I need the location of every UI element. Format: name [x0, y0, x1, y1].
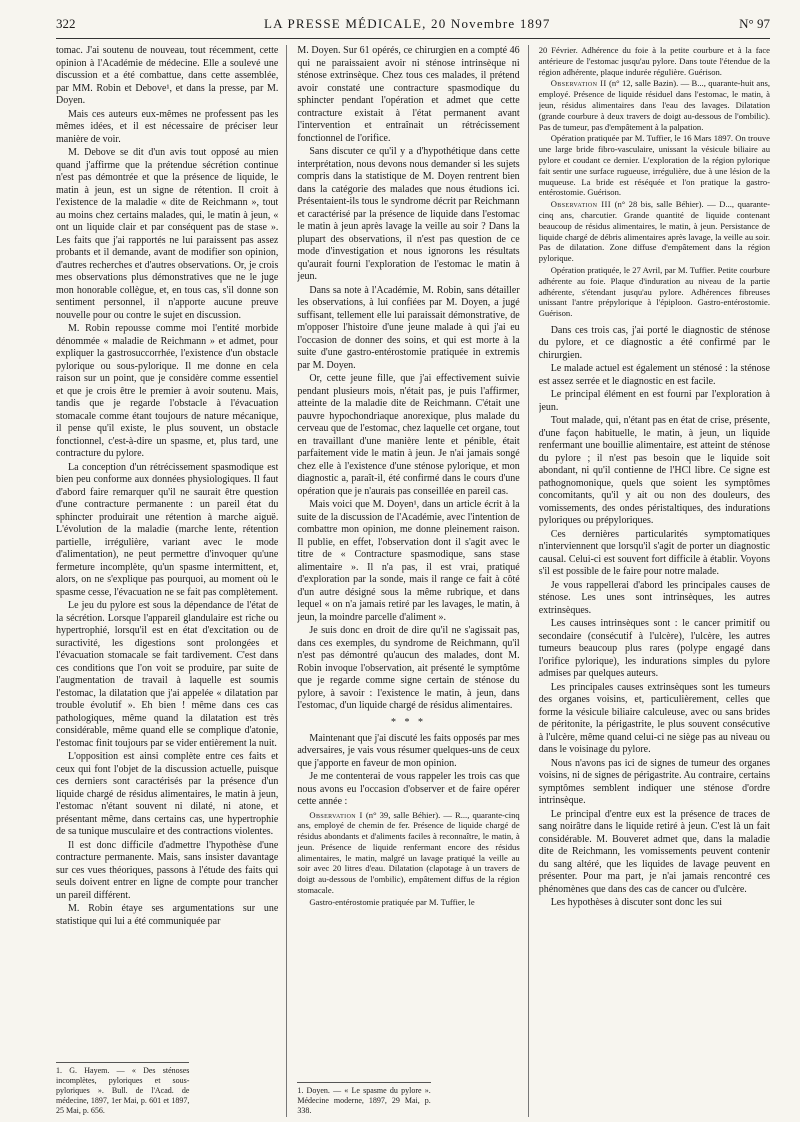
observation-title: Observation III — [550, 199, 612, 210]
section-separator: * * * — [391, 716, 427, 728]
paragraph-text: (n° 12, salle Bazin). — B..., quarante-huit ans, employé. Présence de liquide résiduel dans l'estomac, le matin, à jeun, résidus alimentaires dans l'eau des lavages. Dilatation (grande courbure à deux travers de doigt au-dessous de l'ombilic). Pas de tumeur, pas d'empâtement à la palpation. — [538, 78, 770, 132]
paragraph — [539, 389, 770, 414]
paragraph-text: Le principal d'entre eux est la présence de traces de sang noirâtre dans le liquide retiré à jeun. C'est là un fait considérable. M. Bouveret admet que, dans la maladie dite de Reichmann, les vomissements peuvent contenir du sang altéré, que les liquides de lavage peuvent en présenter. Pour ma part, je n'ai jamais rencontré ces phénomènes que dans des cas de cancer ou d'ulcère. — [538, 808, 770, 895]
paragraph-text: tomac. J'ai soutenu de nouveau, tout récemment, cette opinion à l'Académie de médecine. Elle a soulevé une discussion et a été combattue, dans cette assemblée, par MM. Robin et Debove¹, et dans la presse, par M. Doyen. — [56, 45, 279, 106]
journal-title: LA PRESSE MÉDICALE, 20 Novembre 1897 — [264, 16, 551, 31]
paragraph — [539, 618, 770, 681]
observation-title: Observation I — [309, 809, 363, 820]
paragraph-text: M. Robin repousse comme moi l'entité morbide dénommée « maladie de Reichmann » et admet, pour expliquer la gastrosuccorrhée, l'existence d'un obstacle pylorique ou sous-pylorique. Il me donne en cela raison sur un point, que je considère comme essentiel et que je crois être le premier à avoir soutenu. Mais, tandis que je regarde l'obstacle à l'évacuation stomacale comme étant toujours de nature mécanique, il pense qu'il existe, le plus souvent, un obstacle fonctionnel, c'est-à-dire un spasme, et, plus tard, une contracture du pylore. — [56, 323, 279, 459]
column-2 — [297, 45, 528, 1117]
paragraph-text: (n° 39, salle Béhier). — R..., quarante-cinq ans, employé de chemin de fer. Présence de liquide chargé de résidus abondants et d'aliments faciles à reconnaître, le matin, à jeun. Présence de liquide renfermant encore des résidus alimentaires, le matin, malgré un lavage pratiqué la veille au soir avec 20 litres d'eau. Dilatation (clapotage à un travers de doigt au-dessous de l'ombilic), empâtement diffus de la région stomacale. — [297, 809, 520, 896]
paragraph — [56, 323, 278, 461]
paragraph — [56, 147, 278, 322]
paragraph-text: Les principales causes extrinsèques sont les tumeurs des organes voisins, et, particulièrement, celles que forme la vésicule biliaire calculeuse, avec ou sans brides de péritonite, la périgastrite, le plus souvent consécutive à l'ulcère, même quand celui-ci ne siège pas au niveau ou dans le voisinage du pylore. — [538, 681, 770, 756]
paragraph — [297, 625, 519, 713]
column-body — [297, 45, 519, 1078]
observation-title: Observation II — [550, 78, 607, 89]
paragraph-text: (n° 28 bis, salle Béhier). — D..., quarante-cinq ans, charcutier. Grande quantité de liquide contenant beaucoup de résidus alimentaires, le matin, à jeun. Persistance de liquide chargé de débris alimentaires après lavage, la veille au soir. Pas de dilatation. Zone diffuse d'empâtement dans la région pylorique. — [538, 199, 770, 264]
footnote: 1. Doyen. — « Le spasme du pylore ». Médecine moderne, 1897, 29 Mai, p. 338. — [297, 1086, 431, 1115]
paragraph — [539, 45, 770, 77]
column-body — [539, 45, 770, 1117]
paragraph-text: Opération pratiquée par M. Tuffier, le 16 Mars 1897. On trouve une large bride fibro-vasculaire, unissant la vésicule biliaire au pylore et coudant ce dernier. L'exploration de la région pylorique fait sentir une surface rugueuse, irrégulière, due à une lésion de la muqueuse. La bride est réséquée et l'on pratique la gastro-entérostomie. Guérison. — [538, 133, 770, 198]
footnote: 1. G. Hayem. — « Des sténoses incomplètes, pyloriques et sous-pyloriques ». Bull. de l'Acad. de médecine, 1897, 1er Mai, p. 601 et 1897, 25 Mai, p. 656. — [56, 1066, 190, 1115]
paragraph-text: M. Debove se dit d'un avis tout opposé au mien quand j'affirme que la prétendue sécrétion continue n'est pas démontrée et que la présence de liquide, le matin à jeun, est un signe de rétention. Il croit à l'existence de la maladie « dite de Reichmann », tout au moins chez certains malades, qui, le matin à jeun, « ont un liquide clair et par conséquent pas de stase ». Les faits que j'ai rapportés ne lui paraissent pas assez probants et il demande, avant de modifier son opinion, d'autres recherches et d'autres observations. Or, je crois mes observations plus démonstratives que ne le juge mon honorable collègue, et, en tous cas, s'il donne son sentiment personnel, il n'apporte aucune preuve nouvelle pour ou contre le sujet en discussion. — [56, 147, 279, 321]
paragraph — [539, 363, 770, 388]
paragraph-text: Je suis donc en droit de dire qu'il ne s'agissait pas, dans ces exemples, du syndrome de Reichmann, qu'il n'est pas démontré qu'aucun des malades, dont M. Robin invoque l'observation, ait présenté le symptôme que je regarde comme signe certain de sténose du pylore, à savoir : l'existence le matin, à jeun, dans l'estomac, d'un liquide chargé de résidus alimentaires. — [297, 625, 520, 711]
paragraph — [297, 146, 519, 284]
paragraph — [539, 78, 770, 132]
paragraph-text: M. Doyen. Sur 61 opérés, ce chirurgien en a compté 46 qui ne paraissaient avoir ni sténose intrinsèque ni sténose extrinsèque. Chez tous ces malades, il prétend avoir constaté une contracture spasmodique du sphincter pendant l'opération et admet que cette contracture existait à l'état permanent avant l'intervention et entraînait un rétrécissement fonctionnel de l'orifice. — [297, 45, 520, 144]
paragraph-text: M. Robin étaye ses argumentations sur une statistique qui lui a été communiquée par — [56, 903, 279, 927]
paragraph-text: Sans discuter ce qu'il y a d'hypothétique dans cette interprétation, nous devons nous demander si les sujets compris dans la statistique de M. Doyen rentrent bien dans la catégorie des malades que nous étudions ici. Présentaient-ils tous le syndrome décrit par Reichmann et caractérisé par la présence de liquide dans l'estomac le matin à jeun après lavage la veille au soir ? Dans la plupart des observations, il n'est pas question de ce mode d'investigation et nous ignorons les résultats qu'aurait fourni l'exploration de l'estomac le matin à jeun. — [297, 146, 520, 282]
paragraph-text: Opération pratiquée, le 27 Avril, par M. Tuffier. Petite courbure adhérente au foie. Plaque d'induration au niveau de la partie adhérente, s'étendant jusqu'au pylore. Adhérences fibreuses unissant l'antre prépylorique à l'épiploon. Gastro-entérostomie. Guérison. — [538, 264, 770, 319]
paragraph — [297, 285, 519, 373]
paragraph — [539, 758, 770, 808]
paragraph-text: Nous n'avons pas ici de signes de tumeur des organes voisins, ni de signes de périgastrite. Au contraire, certains symptômes semblent indiquer une sténose d'ordre intrinsèque. — [538, 757, 770, 807]
paragraph — [297, 45, 519, 145]
journal-name: LA PRESSE MÉDICALE — [264, 16, 423, 31]
issue-date: 20 Novembre 1897 — [431, 16, 551, 31]
column-3 — [539, 45, 770, 1117]
paragraph — [297, 499, 519, 624]
paragraph — [56, 840, 278, 903]
paragraph — [56, 45, 278, 108]
paragraph-text: Les hypothèses à discuter sont donc les sui — [550, 897, 723, 909]
footnotes — [56, 1062, 189, 1117]
paragraph — [539, 809, 770, 897]
page-number: 322 — [56, 16, 76, 31]
paragraph — [56, 903, 278, 928]
paragraph — [297, 810, 519, 896]
paragraph — [297, 733, 519, 771]
paragraph — [539, 529, 770, 579]
paragraph — [56, 600, 278, 750]
paragraph — [56, 462, 278, 600]
paragraph-text: Ces dernières particularités symptomatiques n'interviennent que lorsqu'il s'agit de porter un diagnostic causal. Celui-ci est souvent fort difficile à établir. Voyons s'il est possible de le faire pour notre malade. — [538, 528, 770, 578]
paragraph — [297, 897, 519, 908]
paragraph — [539, 682, 770, 757]
paragraph-text: Gastro-entérostomie pratiquée par M. Tuffier, le — [309, 896, 475, 907]
paragraph-text: Mais ces auteurs eux-mêmes ne professent pas les mêmes idées, et il est nécessaire de préciser leur manière de voir. — [56, 108, 279, 145]
column-body — [56, 45, 278, 1058]
paragraph-text: Le jeu du pylore est sous la dépendance de l'état de la sécrétion. Lorsque l'appareil glandulaire est riche ou hypertrophié, lorsqu'il est en état d'excitation ou de suractivité, les digestions sont prolongées et l'évacuation stomacale se fait tardivement. C'est dans ces conditions que l'on voit se produire, par suite de l'augmentation de travail à laquelle est soumis l'estomac, la dilatation que j'ai appelée « dilatation par trouble évolutif ». Eh bien ! même dans ces cas pathologiques, même quand la dilatation est très considérable, même quand elle se complique d'atonie, l'estomac finit toujours par se vider entièrement la nuit. — [56, 600, 279, 749]
column-1 — [56, 45, 287, 1117]
paragraph — [539, 133, 770, 198]
paragraph-text: La conception d'un rétrécissement spasmodique est bien peu conforme aux données physiologiques. Il faut d'abord faire remarquer qu'il ne saurait être question d'une contracture permanente : un pareil état du sphincter produirait une rétention à marche aiguë. L'évolution de la maladie (marche lente, rétention partielle, irrégulière, variant avec le mode d'alimentation), ne peut permettre d'invoquer qu'une fermeture incomplète, qu'un spasme intermittent, et, alors, on ne s'explique pas pourquoi, au moment où le spasme cesse, l'évacuation ne se fait pas complètement. — [56, 461, 279, 598]
paragraph-text: Tout malade, qui, n'étant pas en état de crise, présente, d'une façon habituelle, le matin, à jeun, un liquide renfermant une bouillie alimentaire, est atteint de sténose du pylore ; il n'est pas besoin que le liquide soit abondant, ni qu'il contienne de l'HCl libre. Ce signe est pathognomonique, quels que soient les symptômes concomitants, qu'il y ait ou non des douleurs, des vomissements, des ondes péristaltiques, des indurations pyloriques ou prépyloriques. — [538, 415, 770, 527]
paragraph-text: Je me contenterai de vous rappeler les trois cas que nous avons eu l'occasion d'observer et de faire opérer cette année : — [297, 771, 520, 807]
paragraph-text: L'opposition est ainsi complète entre ces faits et ceux qui font l'objet de la discussion actuelle, puisque ces derniers sont caractérisés par la présence d'un liquide chargé de résidus alimentaires, le matin à jeun, l'estomac n'étant souvent ni dilaté, ni atone, et présentant même, dans certains cas, une hypertrophie de sa tunique musculaire et des contractions violentes. — [56, 751, 279, 837]
text-columns — [56, 45, 770, 1117]
paragraph-text: 20 Février. Adhérence du foie à la petite courbure et à la face antérieure de l'estomac jusqu'au pylore. Dans toute l'étendue de la région adhérente, plaque indurée régulière. Guérison. — [538, 45, 770, 77]
paragraph-text: Dans sa note à l'Académie, M. Robin, sans détailler les observations, à lui confiées par M. Doyen, a jugé suffisant, tellement elle lui paraissait démonstrative, de m'opposer l'histoire d'une jeune malade à qui j'ai eu l'occasion de donner des soins, et qui est morte à la suite d'une gastro-entérostomie pratiquée in extremis par M. Doyen. — [297, 284, 520, 371]
running-header — [56, 16, 770, 39]
paragraph-text: Il est donc difficile d'admettre l'hypothèse d'une contracture permanente. Mais, sans insister davantage sur ces vues théoriques, passons à l'étude des faits qui seuls doivent entrer en ligne de compte pour trancher un pareil différent. — [56, 839, 279, 901]
paragraph-text: Les causes intrinsèques sont : le cancer primitif ou secondaire (consécutif à l'ulcère), l'ulcère, les autres tumeurs beaucoup plus rares (polype engagé dans l'orifice pylorique), les indurations simples du pylore admises par quelques auteurs. — [538, 618, 770, 680]
paragraph — [297, 373, 519, 498]
paragraph-text: Maintenant que j'ai discuté les faits opposés par mes adversaires, je vais vous résumer quelques-uns de ceux que j'apporte en faveur de mon opinion. — [297, 732, 520, 769]
paragraph — [297, 771, 519, 809]
paragraph-text: Or, cette jeune fille, que j'ai effectivement suivie pendant plusieurs mois, n'était pas, je puis l'affirmer, atteinte de la maladie dite de Reichmann. C'était une pauvre hypochondriaque anorexique, plus malade du cerveau que de l'estomac, chez laquelle cet organe, tout en travaillant d'une manière lente et pénible, était parfaitement vide le matin à jeun. Je n'ai jamais songé chez elle à l'existence d'une sténose pylorique, et mon diagnostic a, paraît-il, été confirmé dans le cours d'une opération que je n'aurais pas conseillée en pareil cas. — [297, 373, 520, 497]
paragraph-text: Je vous rappellerai d'abord les principales causes de sténose. Les unes sont intrinsèques, les autres extrinsèques. — [538, 579, 770, 616]
paragraph — [539, 199, 770, 264]
paragraph-text: Mais voici que M. Doyen¹, dans un article écrit à la suite de la discussion de l'Académie, avec l'intention de combattre mon opinion, me donne pleinement raison. Il publie, en effet, l'observation dont il s'agit avec le titre de « Contracture spasmodique, sans stase alimentaire ». Il n'a pas, il est vrai, pratiqué d'exploration par la sonde, mais il range ce fait à côté d'un autre désigné sous la même rubrique, et dans lequel « on n'a jamais retiré par les lavages, le matin, à jeun, la moindre parcelle d'aliment ». — [297, 499, 520, 623]
paragraph — [539, 580, 770, 618]
paragraph-text: Dans ces trois cas, j'ai porté le diagnostic de sténose du pylore, et ce diagnostic a été confirmé par le chirurgien. — [538, 324, 770, 361]
paragraph-text: Le principal élément en est fourni par l'exploration à jeun. — [538, 389, 770, 413]
paragraph-text: Le malade actuel est également un sténosé : la sténose est assez serrée et le diagnostic en est facile. — [538, 363, 770, 387]
issue-number: N° 97 — [739, 16, 770, 31]
paragraph — [539, 415, 770, 528]
paragraph — [56, 109, 278, 147]
paragraph — [539, 265, 770, 319]
footnotes — [297, 1082, 430, 1117]
paragraph — [56, 751, 278, 839]
paragraph — [539, 897, 770, 910]
paragraph — [539, 325, 770, 363]
